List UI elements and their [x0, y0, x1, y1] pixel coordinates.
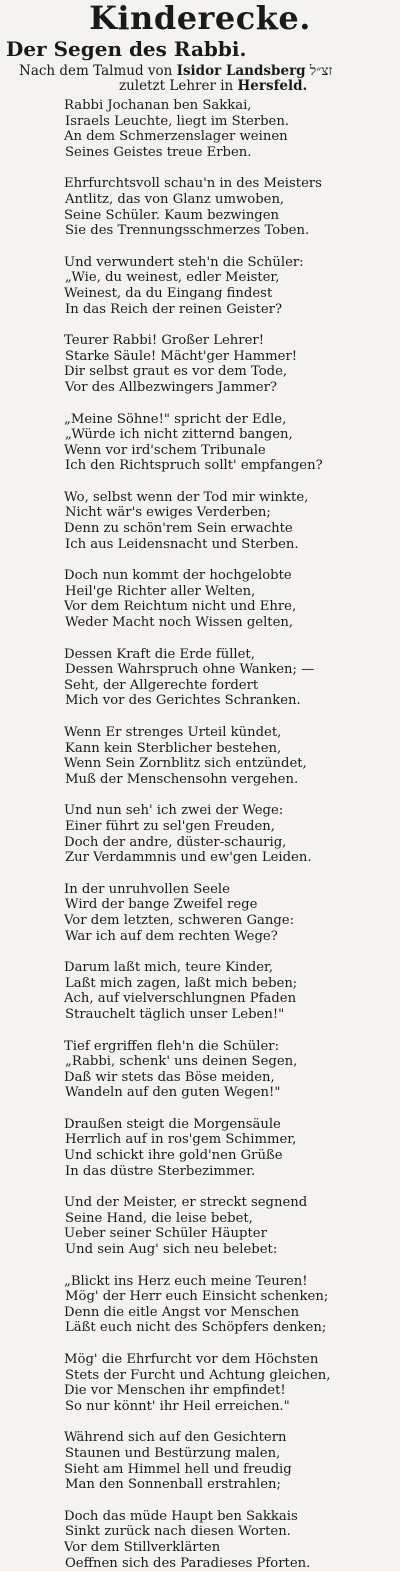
verse-line: Laßt mich zagen, laßt mich beben;: [65, 975, 298, 991]
verse-line: Vor dem letzten, schweren Gange:: [64, 912, 295, 928]
verse-line: Sie des Trennungsschmerzes Toben.: [65, 223, 310, 239]
verse-line: „Meine Söhne!" spricht der Edle,: [64, 411, 287, 427]
stanza: [64, 255, 400, 317]
verse-line: Wenn vor ird'schem Tribunale: [64, 442, 266, 458]
verse-line: Stets der Furcht und Achtung gleichen,: [65, 1367, 331, 1383]
verse-line: Seines Geistes treue Erben.: [65, 144, 252, 160]
stanza: [64, 1352, 400, 1414]
verse-line: Und der Meister, er streckt segnend: [64, 1195, 308, 1211]
verse-line: Sinkt zurück nach diesen Worten.: [65, 1524, 291, 1540]
verse-line: Doch nun kommt der hochgelobte: [64, 568, 292, 584]
verse-line: Darum laßt mich, teure Kinder,: [64, 960, 274, 976]
verse-line: Rabbi Jochanan ben Sakkai,: [64, 98, 252, 113]
verse-line: Denn die eitle Angst vor Menschen: [64, 1304, 300, 1320]
stanza: [64, 1039, 400, 1101]
stanza: [64, 725, 400, 787]
verse-line: Ich den Richtspruch sollt' empfangen?: [65, 458, 323, 474]
verse-line: Strauchelt täglich unser Leben!": [65, 1006, 285, 1022]
verse-line: Denn zu schön'rem Sein erwachte: [64, 521, 293, 537]
verse-line: Während sich auf den Gesichtern: [64, 1430, 287, 1446]
verse-line: Seht, der Allgerechte fordert: [64, 677, 259, 693]
verse-line: Wo, selbst wenn der Tod mir winkte,: [64, 489, 309, 505]
verse-line: Wenn Sein Zornblitz sich entzündet,: [64, 756, 307, 772]
verse-line: Einer führt zu sel'gen Freuden,: [65, 818, 275, 834]
verse-line: Weinest, da du Eingang findest: [64, 285, 273, 301]
verse-line: An dem Schmerzenslager weinen: [64, 129, 288, 145]
stanza: [64, 490, 400, 552]
verse-line: Doch der andre, düster-schaurig,: [64, 834, 287, 850]
verse-line: Sieht am Himmel hell und freudig: [64, 1461, 292, 1477]
verse-line: Starke Säule! Mächt'ger Hammer!: [65, 348, 298, 364]
verse-line: Und sein Aug' sich neu belebet:: [65, 1242, 278, 1258]
verse-line: Dir selbst graut es vor dem Tode,: [64, 364, 288, 380]
attribution-place: Hersfeld.: [237, 78, 308, 94]
attribution-prefix: Nach dem Talmud von: [19, 63, 173, 79]
attribution-role: zuletzt Lehrer in: [119, 78, 234, 94]
verse-line: Tief ergriffen fleh'n die Schüler:: [64, 1038, 280, 1054]
verse-line: Seine Schüler. Kaum bezwingen: [64, 207, 280, 223]
stanza: [64, 960, 400, 1022]
verse-line: Muß der Menschensohn vergehen.: [65, 771, 299, 787]
verse-line: Dessen Kraft die Erde füllet,: [64, 646, 255, 662]
stanza: [64, 1274, 400, 1336]
verse-line: Ich aus Leidensnacht und Sterben.: [65, 536, 299, 552]
stanza: [64, 176, 400, 238]
verse-line: Nicht wär's ewiges Verderben;: [65, 505, 271, 521]
verse-line: Kann kein Sterblicher bestehen,: [65, 740, 282, 756]
verse-line: In das Reich der reinen Geister?: [65, 301, 283, 317]
hebrew-honorific: זצ״ל: [309, 63, 333, 79]
stanza: [64, 412, 400, 474]
poem-body: [64, 98, 400, 1571]
verse-line: Läßt euch nicht des Schöpfers denken;: [65, 1320, 327, 1336]
verse-line: Die vor Menschen ihr empfindet!: [64, 1383, 286, 1399]
stanza: [64, 1195, 400, 1257]
verse-line: Mög' der Herr euch Einsicht schenken;: [65, 1289, 329, 1305]
verse-line: Mich vor des Gerichtes Schranken.: [65, 693, 301, 709]
stanza: [64, 1509, 400, 1571]
verse-line: Vor dem Reichtum nicht und Ehre,: [64, 599, 297, 615]
verse-line: Oeffnen sich des Paradieses Pforten.: [65, 1555, 311, 1571]
verse-line: Zur Verdammnis und ew'gen Leiden.: [65, 850, 312, 866]
verse-line: Mög' die Ehrfurcht vor dem Höchsten: [64, 1352, 319, 1367]
verse-line: Ehrfurchtsvoll schau'n in des Meisters: [64, 176, 322, 192]
verse-line: Vor dem Stillverklärten: [64, 1539, 221, 1555]
attribution: [19, 64, 400, 94]
verse-line: Wandeln auf den guten Wegen!": [65, 1085, 281, 1101]
verse-line: Antlitz, das von Glanz umwoben,: [65, 191, 285, 207]
verse-line: Man den Sonnenball erstrahlen;: [65, 1477, 281, 1493]
poem-title: Der Segen des Rabbi.: [6, 37, 247, 61]
verse-line: Seine Hand, die leise bebet,: [65, 1210, 253, 1226]
stanza: [64, 568, 400, 630]
verse-line: Und schickt ihre gold'nen Grüße: [64, 1148, 283, 1164]
verse-line: In das düstre Sterbezimmer.: [65, 1163, 256, 1179]
verse-line: Weder Macht noch Wissen gelten,: [65, 615, 294, 631]
verse-line: Draußen steigt die Morgensäule: [64, 1116, 281, 1132]
verse-line: So nur könnt' ihr Heil erreichen.": [65, 1398, 290, 1414]
author-name: Isidor Landsberg: [176, 63, 306, 79]
verse-line: „Würde ich nicht zitternd bangen,: [65, 427, 293, 443]
stanza: [64, 882, 400, 944]
verse-line: Dessen Wahrspruch ohne Wanken; —: [65, 662, 315, 678]
verse-line: Teurer Rabbi! Großer Lehrer!: [64, 333, 265, 349]
verse-line: „Wie, du weinest, edler Meister,: [65, 270, 280, 286]
verse-line: „Blickt ins Herz euch meine Teuren!: [64, 1273, 308, 1289]
verse-line: Doch das müde Haupt ben Sakkais: [64, 1508, 298, 1524]
verse-line: Und nun seh' ich zwei der Wege:: [64, 803, 284, 819]
stanza: [64, 98, 400, 160]
verse-line: Heil'ge Richter aller Welten,: [65, 583, 256, 599]
column-title: Kinderecke.: [89, 0, 311, 37]
stanza: [64, 803, 400, 865]
verse-line: Ach, auf vielverschlungnen Pfaden: [64, 991, 297, 1007]
verse-line: „Rabbi, schenk' uns deinen Segen,: [65, 1054, 298, 1070]
verse-line: Vor des Allbezwingers Jammer?: [65, 379, 277, 395]
stanza: [64, 333, 400, 395]
stanza: [64, 1117, 400, 1179]
verse-line: Ueber seiner Schüler Häupter: [64, 1226, 267, 1242]
verse-line: Staunen und Bestürzung malen,: [65, 1445, 281, 1461]
verse-line: War ich auf dem rechten Wege?: [65, 928, 278, 944]
verse-line: Und verwundert steh'n die Schüler:: [64, 254, 304, 270]
verse-line: Daß wir stets das Böse meiden,: [64, 1069, 275, 1085]
attribution-line-2: [19, 79, 400, 94]
stanza: [64, 647, 400, 709]
verse-line: Wird der bange Zweifel rege: [65, 897, 258, 913]
verse-line: Herrlich auf in ros'gem Schimmer,: [65, 1132, 297, 1148]
stanza: [64, 1430, 400, 1492]
verse-line: Israels Leuchte, liegt im Sterben.: [65, 113, 290, 129]
verse-line: In der unruhvollen Seele: [64, 881, 230, 897]
verse-line: Wenn Er strenges Urteil kündet,: [64, 725, 282, 740]
